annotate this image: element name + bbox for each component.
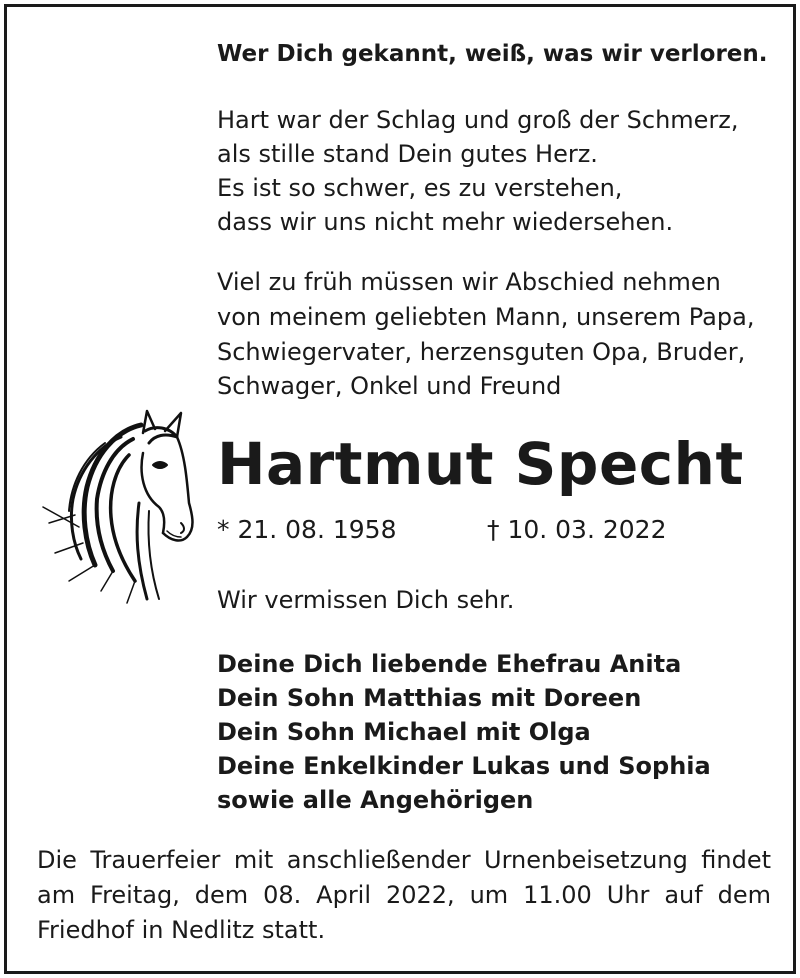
horse-head-icon [35, 403, 195, 608]
obituary-card [4, 4, 796, 974]
mourner-line: Deine Enkelkinder Lukas und Sophia [217, 752, 711, 780]
intro-line: von meinem geliebten Mann, unserem Papa, [217, 303, 755, 331]
service-line: Die Trauerfeier mit anschließender Urnenbeisetzung findet [37, 846, 771, 874]
mourner-line: Deine Dich liebende Ehefrau Anita [217, 650, 682, 678]
motto: Wer Dich gekannt, weiß, was wir verloren. [217, 41, 768, 67]
death-date: † 10. 03. 2022 [487, 515, 667, 544]
birth-date: * 21. 08. 1958 [217, 515, 397, 544]
intro-line: Viel zu früh müssen wir Abschied nehmen [217, 268, 721, 296]
service-line: Friedhof in Nedlitz statt. [37, 916, 326, 944]
mourner-line: Dein Sohn Matthias mit Doreen [217, 684, 642, 712]
poem-line: als stille stand Dein gutes Herz. [217, 140, 598, 168]
service-line: am Freitag, dem 08. April 2022, um 11.00 Uhr auf dem [37, 881, 771, 909]
closing-line: Wir vermissen Dich sehr. [217, 586, 515, 614]
service-notice [37, 843, 771, 948]
poem-line: dass wir uns nicht mehr wiedersehen. [217, 208, 674, 236]
poem-line: Es ist so schwer, es zu verstehen, [217, 174, 623, 202]
intro-line: Schwager, Onkel und Freund [217, 372, 562, 400]
deceased-name: Hartmut Specht [217, 430, 744, 498]
mourner-line: Dein Sohn Michael mit Olga [217, 718, 591, 746]
mourner-line: sowie alle Angehörigen [217, 786, 534, 814]
intro-line: Schwiegervater, herzensguten Opa, Bruder, [217, 338, 746, 366]
poem-line: Hart war der Schlag und groß der Schmerz, [217, 106, 739, 134]
